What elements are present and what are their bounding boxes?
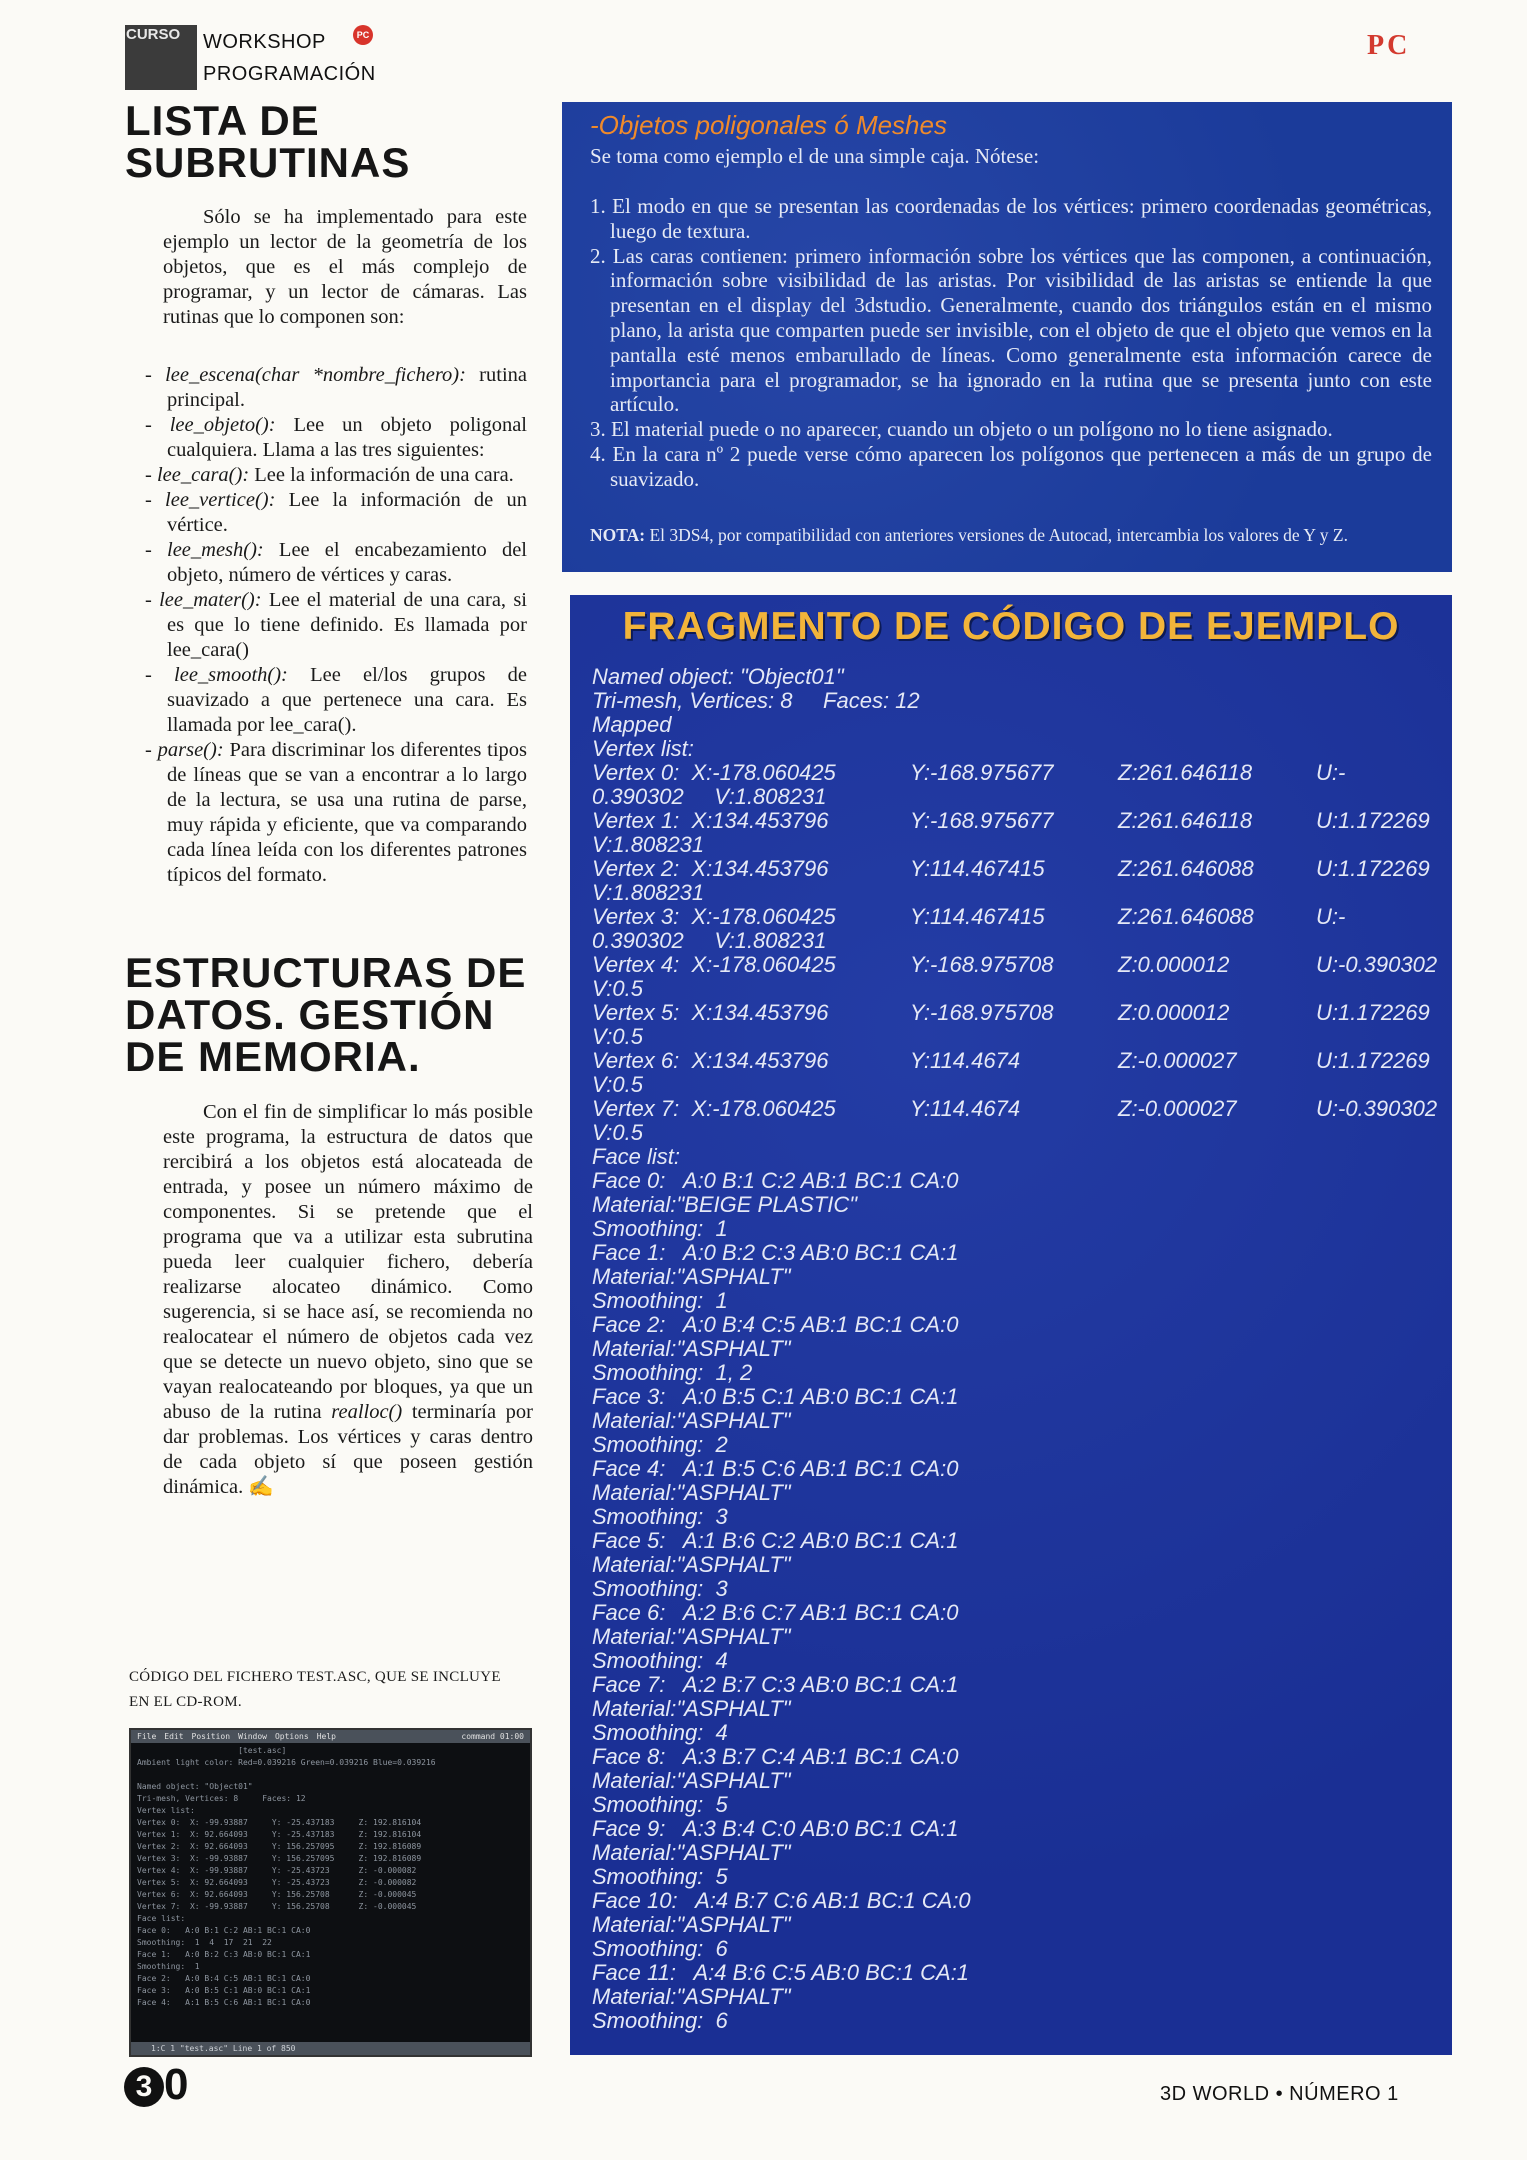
terminal-status: 1:C 1 "test.asc" Line 1 of 850 bbox=[131, 2042, 532, 2055]
logo-workshop-text: WORKSHOP bbox=[203, 31, 326, 53]
face-face: Face 6: A:2 B:6 C:7 AB:1 BC:1 CA:0 bbox=[592, 1600, 959, 1625]
realloc-function: realloc() bbox=[331, 1401, 403, 1423]
logo-binary-strip bbox=[125, 25, 197, 90]
vertex-a: Vertex 6: X:134.453796 bbox=[592, 1048, 829, 1073]
face-smoothing: Smoothing: 5 bbox=[592, 1792, 728, 1817]
vertex-z: Z:261.646088 bbox=[1118, 856, 1254, 881]
vertex-y: Y:-168.975708 bbox=[910, 952, 1054, 977]
terminal-mode: command 01:00 bbox=[461, 1732, 524, 1741]
terminal-line: Vertex 4: X: -99.93887 Y: -25.43723 Z: -0.000082 bbox=[137, 1866, 417, 1875]
vertex-u: U:1.172269 bbox=[1316, 1048, 1430, 1073]
subroutine-desc: Lee la información de una cara. bbox=[249, 464, 514, 486]
subroutine-item: - lee_objeto(): Lee un objeto poligonal cualquiera. Llama a las tres siguientes: bbox=[145, 414, 528, 461]
terminal-line: Face 2: A:0 B:4 C:5 AB:1 BC:1 CA:0 bbox=[137, 1974, 311, 1983]
vertex-z: Z:-0.000027 bbox=[1118, 1096, 1237, 1121]
subroutine-name: lee_mater(): bbox=[159, 589, 262, 611]
face-face: Face 0: A:0 B:1 C:2 AB:1 BC:1 CA:0 bbox=[592, 1168, 959, 1193]
subroutine-item: - parse(): Para discriminar los diferentes tipos de líneas que se van a encontrar a lo largo de la lectura, se usa una rutina de parse, muy rápida y eficiente, que va comparando cada línea leída con los diferentes patrones típicos del formato. bbox=[145, 739, 528, 886]
terminal-line: Tri-mesh, Vertices: 8 Faces: 12 bbox=[137, 1794, 306, 1803]
face-material: Material:"ASPHALT" bbox=[592, 1768, 791, 1793]
vertex-row bbox=[592, 1001, 1442, 1025]
vertex-a: Vertex 0: X:-178.060425 bbox=[592, 760, 836, 785]
subroutine-name: lee_objeto(): bbox=[169, 414, 276, 436]
vertex-y: Y:114.467415 bbox=[910, 856, 1045, 881]
terminal-line: Vertex 0: X: -99.93887 Y: -25.437183 Z: 192.816104 bbox=[137, 1818, 422, 1827]
meshes-item: 1. El modo en que se presentan las coordenadas de los vértices: primero coordenadas geométricas, luego de textura. bbox=[590, 194, 1432, 243]
vertex-row bbox=[592, 809, 1442, 833]
face-material: Material:"ASPHALT" bbox=[592, 1480, 791, 1505]
vertex-y: Y:-168.975708 bbox=[910, 1000, 1054, 1025]
terminal-line bbox=[137, 1769, 524, 1781]
vertex-y: Y:114.467415 bbox=[910, 904, 1045, 929]
subroutine-name: lee_smooth(): bbox=[174, 664, 288, 686]
intro-paragraph: Sólo se ha implementado para este ejemplo un lector de la geometría de los objetos, que es el más complejo de programar, y un lector de cámaras. Las rutinas que lo componen son: bbox=[163, 206, 527, 328]
code-listing bbox=[592, 665, 1442, 2033]
logo-programacion-text: PROGRAMACIÓN bbox=[203, 63, 376, 85]
face-face: Face 9: A:3 B:4 C:0 AB:0 BC:1 CA:1 bbox=[592, 1816, 959, 1841]
terminal-line: Named object: "Object01" bbox=[137, 1782, 253, 1791]
meshes-note: NOTA: El 3DS4, por compatibilidad con anteriores versiones de Autocad, intercambia los valores de Y y Z. bbox=[590, 525, 1348, 545]
subroutine-desc: Lee la información de un vértice. bbox=[167, 489, 527, 536]
vertex-z: Z:261.646118 bbox=[1118, 808, 1253, 833]
face-face: Face 7: A:2 B:7 C:3 AB:0 BC:1 CA:1 bbox=[592, 1672, 959, 1697]
vertex-continuation: V:0.5 bbox=[592, 1072, 643, 1097]
face-face: Face 4: A:1 B:5 C:6 AB:1 BC:1 CA:0 bbox=[592, 1456, 959, 1481]
subroutine-list bbox=[145, 363, 527, 888]
publication-footer: 3D WORLD • NÚMERO 1 bbox=[1160, 2083, 1399, 2105]
vertex-row bbox=[592, 1049, 1442, 1073]
subroutine-item: - lee_vertice(): Lee la información de un vértice. bbox=[145, 489, 527, 536]
face-smoothing: Smoothing: 6 bbox=[592, 1936, 728, 1961]
terminal-line: Ambient light color: Red=0.039216 Green=0.039216 Blue=0.039216 bbox=[137, 1758, 436, 1767]
vertex-y: Y:114.4674 bbox=[910, 1096, 1021, 1121]
vertex-a: Vertex 4: X:-178.060425 bbox=[592, 952, 836, 977]
vertex-a: Vertex 2: X:134.453796 bbox=[592, 856, 829, 881]
subroutine-desc: Lee el material de una cara, si es que lo tiene definido. Es llamada por lee_cara() bbox=[167, 589, 528, 661]
face-face: Face 11: A:4 B:6 C:5 AB:0 BC:1 CA:1 bbox=[592, 1960, 970, 1985]
code-line: Vertex list: bbox=[592, 736, 694, 761]
terminal-menu-item[interactable]: Edit bbox=[164, 1732, 184, 1741]
terminal-line: Face 1: A:0 B:2 C:3 AB:0 BC:1 CA:1 bbox=[137, 1950, 311, 1959]
vertex-continuation: 0.390302 V:1.808231 bbox=[592, 928, 827, 953]
face-smoothing: Smoothing: 4 bbox=[592, 1648, 728, 1673]
subroutine-name: lee_escena(char *nombre_fichero): bbox=[165, 364, 466, 386]
subroutine-desc: Lee un objeto poligonal cualquiera. Llama a las tres siguientes: bbox=[167, 414, 528, 461]
face-smoothing: Smoothing: 1, 2 bbox=[592, 1360, 753, 1385]
vertex-a: Vertex 5: X:134.453796 bbox=[592, 1000, 829, 1025]
section-tag: PC bbox=[1367, 30, 1411, 61]
subroutine-desc: Lee el/los grupos de suavizado a que pertenece una cara. Es llamada por lee_cara(). bbox=[167, 664, 527, 736]
face-smoothing: Smoothing: 1 bbox=[592, 1216, 728, 1241]
face-smoothing: Smoothing: 1 bbox=[592, 1288, 728, 1313]
face-face: Face 8: A:3 B:7 C:4 AB:1 BC:1 CA:0 bbox=[592, 1744, 959, 1769]
face-smoothing: Smoothing: 6 bbox=[592, 2008, 728, 2033]
terminal-line: Face 0: A:0 B:1 C:2 AB:1 BC:1 CA:0 bbox=[137, 1926, 311, 1935]
terminal-line: Vertex 1: X: 92.664093 Y: -25.437183 Z: 192.816104 bbox=[137, 1830, 422, 1839]
vertex-continuation: V:0.5 bbox=[592, 976, 643, 1001]
face-smoothing: Smoothing: 3 bbox=[592, 1576, 728, 1601]
subroutine-item: - lee_mater(): Lee el material de una cara, si es que lo tiene definido. Es llamada por lee_cara() bbox=[145, 589, 528, 661]
terminal-line: [test.asc] bbox=[137, 1746, 287, 1755]
vertex-u: U:1.172269 bbox=[1316, 808, 1430, 833]
face-material: Material:"ASPHALT" bbox=[592, 1840, 791, 1865]
meshes-item: 3. El material puede o no aparecer, cuando un objeto o un polígono no lo tiene asignado. bbox=[590, 417, 1333, 442]
face-material: Material:"ASPHALT" bbox=[592, 1696, 791, 1721]
face-material: Material:"ASPHALT" bbox=[592, 1984, 791, 2009]
face-material: Material:"ASPHALT" bbox=[592, 1264, 791, 1289]
face-material: Material:"ASPHALT" bbox=[592, 1552, 791, 1577]
section-logo bbox=[125, 25, 375, 90]
vertex-row bbox=[592, 761, 1442, 785]
terminal-body bbox=[131, 1743, 530, 2011]
terminal-menu-item[interactable]: Position bbox=[191, 1732, 231, 1741]
meshes-item: 4. En la cara nº 2 puede verse cómo aparecen los polígonos que pertenecen a más de un grupo de suavizado. bbox=[590, 441, 1432, 491]
face-material: Material:"ASPHALT" bbox=[592, 1408, 791, 1433]
subroutine-name: lee_mesh(): bbox=[167, 539, 264, 561]
face-face: Face 3: A:0 B:5 C:1 AB:0 BC:1 CA:1 bbox=[592, 1384, 959, 1409]
terminal-menu-item[interactable]: Window bbox=[238, 1732, 267, 1741]
terminal-line: Vertex 2: X: 92.664093 Y: 156.257095 Z: 192.816089 bbox=[137, 1842, 422, 1851]
vertex-row bbox=[592, 953, 1442, 977]
vertex-a: Vertex 3: X:-178.060425 bbox=[592, 904, 836, 929]
terminal-menu-item[interactable]: Options bbox=[274, 1732, 309, 1741]
vertex-z: Z:0.000012 bbox=[1118, 952, 1230, 977]
terminal-line: Vertex 5: X: 92.664093 Y: -25.43723 Z: -0.000082 bbox=[137, 1878, 417, 1887]
subroutine-name: parse(): bbox=[157, 739, 224, 761]
subroutine-name: lee_cara(): bbox=[156, 464, 250, 486]
face-smoothing: Smoothing: 4 bbox=[592, 1720, 728, 1745]
terminal-line: Face list: bbox=[137, 1914, 186, 1923]
subroutine-item: - lee_smooth(): Lee el/los grupos de suavizado a que pertenece una cara. Es llamada por lee_cara(). bbox=[145, 664, 527, 736]
terminal-menus bbox=[137, 1730, 344, 1743]
face-smoothing: Smoothing: 2 bbox=[592, 1432, 728, 1457]
pc-badge-icon: PC bbox=[353, 25, 373, 45]
meshes-intro: Se toma como ejemplo el de una simple caja. Nótese: bbox=[590, 144, 1040, 168]
code-line: Named object: "Object01" bbox=[592, 664, 844, 689]
vertex-u: U:- bbox=[1316, 760, 1346, 785]
face-smoothing: Smoothing: 3 bbox=[592, 1504, 728, 1529]
vertex-z: Z:261.646118 bbox=[1118, 760, 1253, 785]
meshes-item: 2. Las caras contienen: primero información sobre los vértices que las componen, a continuación, información sobre visibilidad de las aristas. Por visibilidad de las aristas se entiende la que presentan en el display del 3dstudio. Generalmente, cuando dos triángulos están en el mismo plano, la arista que comparten puede ser invisible, con el objeto de que el objeto que vemos en la pantalla esté menos embarullado de líneas. Como generalmente esta información carece de importancia para el programador, se ha ignorado en la rutina que se presenta junto con este artículo. bbox=[590, 243, 1432, 417]
terminal-line: Vertex 3: X: -99.93887 Y: 156.257095 Z: 192.816089 bbox=[137, 1854, 422, 1863]
vertex-u: U:-0.390302 bbox=[1316, 1096, 1438, 1121]
terminal-line: Smoothing: 1 4 17 21 22 bbox=[137, 1938, 272, 1947]
face-face: Face 5: A:1 B:6 C:2 AB:0 BC:1 CA:1 bbox=[592, 1528, 959, 1553]
face-material: Material:"ASPHALT" bbox=[592, 1912, 791, 1937]
vertex-a: Vertex 1: X:134.453796 bbox=[592, 808, 829, 833]
subroutine-item: - lee_escena(char *nombre_fichero): rutina principal. bbox=[145, 364, 527, 411]
meshes-title: -Objetos poligonales ó Meshes bbox=[590, 110, 947, 140]
vertex-u: U:- bbox=[1316, 904, 1346, 929]
terminal-menubar bbox=[131, 1730, 530, 1743]
vertex-u: U:-0.390302 bbox=[1316, 952, 1438, 977]
meshes-panel bbox=[562, 102, 1452, 572]
terminal-screenshot bbox=[129, 1728, 532, 2057]
figure-caption: CÓDIGO DEL FICHERO TEST.ASC, QUE SE INCLUYE EN EL CD-ROM. bbox=[129, 1669, 501, 1710]
vertex-continuation: V:1.808231 bbox=[592, 832, 705, 857]
vertex-z: Z:261.646088 bbox=[1118, 904, 1254, 929]
code-line: Mapped bbox=[592, 712, 672, 737]
terminal-line: Vertex list: bbox=[137, 1806, 195, 1815]
subroutine-desc: rutina principal. bbox=[167, 364, 527, 411]
subroutine-desc: Lee el encabezamiento del objeto, número de vértices y caras. bbox=[167, 539, 528, 586]
terminal-line: Face 4: A:1 B:5 C:6 AB:1 BC:1 CA:0 bbox=[137, 1998, 311, 2007]
subroutine-desc: Para discriminar los diferentes tipos de líneas que se van a encontrar a lo largo de la lectura, se usa una rutina de parse, muy rápida y eficiente, que va comparando cada línea leída con los diferentes patrones típicos del formato. bbox=[167, 739, 528, 886]
vertex-z: Z:0.000012 bbox=[1118, 1000, 1230, 1025]
end-mark-icon: ✍ bbox=[248, 1476, 274, 1498]
vertex-row bbox=[592, 857, 1442, 881]
terminal-line: Vertex 6: X: 92.664093 Y: 156.25708 Z: -0.000045 bbox=[137, 1890, 417, 1899]
terminal-menu-item[interactable]: File bbox=[137, 1732, 157, 1741]
memory-paragraph: Con el fin de simplificar lo más posible este programa, la estructura de datos que rercibirá a los objetos está alocateada de entrada, y posee un número máximo de componentes. Si se pretende que el programa que va a utilizar esta subrutina pueda leer cualquier fichero, debería realizarse alocateo dinámico. Como sugerencia, si se hace así, se recomienda no realocatear el número de objetos cada vez que se detecte un nuevo objeto, sino que se vayan realocateando por bloques, ya que un abuso de la rutina realloc() terminaría por dar problemas. Los vértices y caras dentro de cada objeto sí que poseen gestión dinámica. ✍ bbox=[163, 1101, 534, 1498]
meshes-list bbox=[590, 194, 1432, 492]
vertex-u: U:1.172269 bbox=[1316, 856, 1430, 881]
face-smoothing: Smoothing: 5 bbox=[592, 1864, 728, 1889]
vertex-y: Y:114.4674 bbox=[910, 1048, 1021, 1073]
vertex-a: Vertex 7: X:-178.060425 bbox=[592, 1096, 836, 1121]
face-face: Face 10: A:4 B:7 C:6 AB:1 BC:1 CA:0 bbox=[592, 1888, 971, 1913]
subroutine-name: lee_vertice(): bbox=[165, 489, 276, 511]
code-panel bbox=[570, 595, 1452, 2055]
face-material: Material:"ASPHALT" bbox=[592, 1336, 791, 1361]
vertex-y: Y:-168.975677 bbox=[910, 760, 1054, 785]
code-line: Tri-mesh, Vertices: 8 Faces: 12 bbox=[592, 688, 920, 713]
vertex-continuation: V:0.5 bbox=[592, 1024, 643, 1049]
terminal-line: Vertex 7: X: -99.93887 Y: 156.25708 Z: -0.000045 bbox=[137, 1902, 417, 1911]
subroutine-item: - lee_mesh(): Lee el encabezamiento del objeto, número de vértices y caras. bbox=[145, 539, 528, 586]
terminal-line: Smoothing: 1 bbox=[137, 1962, 200, 1971]
page-number: 3 0 bbox=[124, 2060, 188, 2110]
terminal-line: Face 3: A:0 B:5 C:1 AB:0 BC:1 CA:1 bbox=[137, 1986, 311, 1995]
face-material: Material:"ASPHALT" bbox=[592, 1624, 791, 1649]
subroutine-item: - lee_cara(): Lee la información de una cara. bbox=[145, 464, 514, 486]
vertex-continuation: 0.390302 V:1.808231 bbox=[592, 784, 827, 809]
vertex-u: U:1.172269 bbox=[1316, 1000, 1430, 1025]
terminal-menu-item[interactable]: Help bbox=[316, 1732, 336, 1741]
face-material: Material:"BEIGE PLASTIC" bbox=[592, 1192, 858, 1217]
face-face: Face 1: A:0 B:2 C:3 AB:0 BC:1 CA:1 bbox=[592, 1240, 959, 1265]
vertex-y: Y:-168.975677 bbox=[910, 808, 1054, 833]
vertex-continuation: V:1.808231 bbox=[592, 880, 705, 905]
face-list-label: Face list: bbox=[592, 1144, 681, 1169]
vertex-row bbox=[592, 1097, 1442, 1121]
face-face: Face 2: A:0 B:4 C:5 AB:1 BC:1 CA:0 bbox=[592, 1312, 959, 1337]
vertex-z: Z:-0.000027 bbox=[1118, 1048, 1237, 1073]
code-title: FRAGMENTO DE CÓDIGO DE EJEMPLO bbox=[622, 605, 1400, 648]
heading-data-structures: ESTRUCTURAS DE DATOS. GESTIÓN DE MEMORIA. bbox=[125, 949, 527, 1080]
heading-subroutines: LISTA DE SUBRUTINAS bbox=[125, 97, 411, 186]
vertex-continuation: V:0.5 bbox=[592, 1120, 643, 1145]
logo-vertical-letters: CURSO bbox=[126, 26, 181, 43]
vertex-row bbox=[592, 905, 1442, 929]
